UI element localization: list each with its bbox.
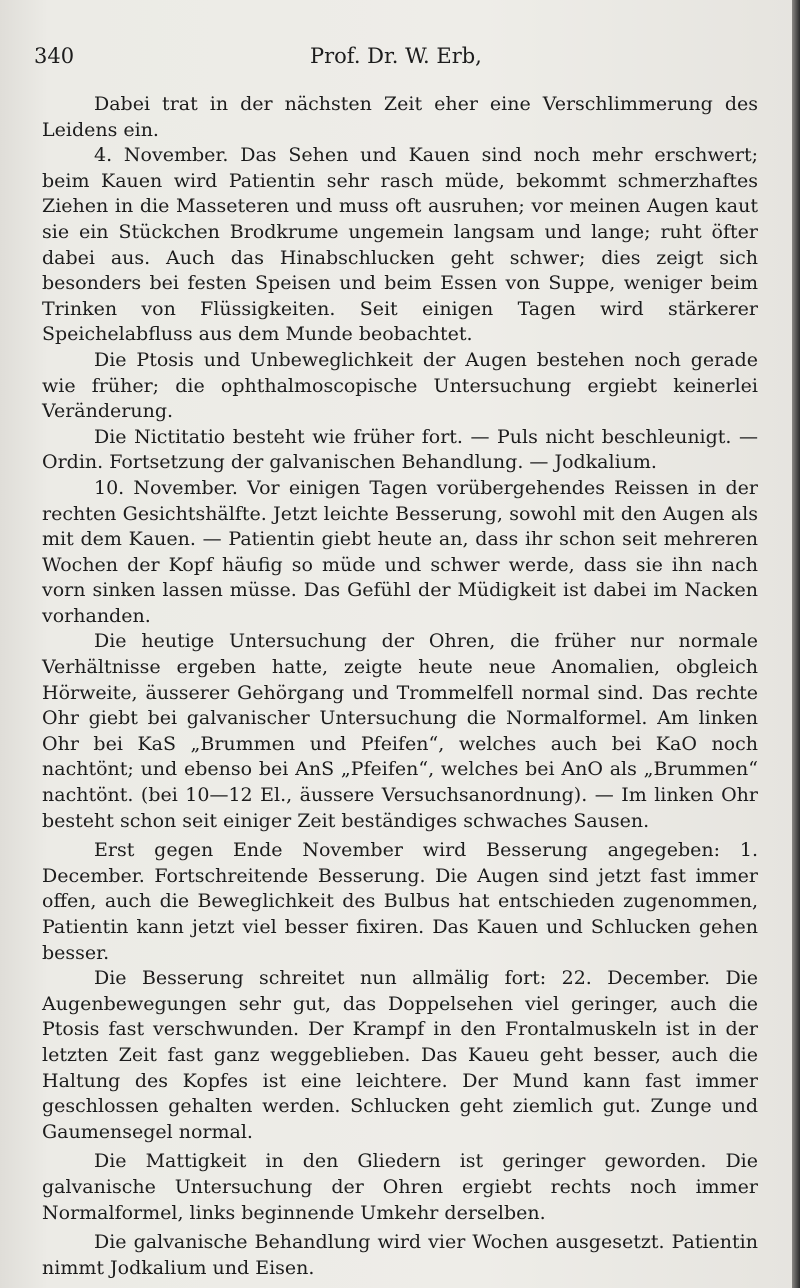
paragraph-1: Dabei trat in der nächsten Zeit eher eine Verschlimmerung des Leidens ein. bbox=[42, 93, 758, 141]
paragraph-10: Die galvanische Behandlung wird vier Wochen ausgesetzt. Patientin nimmt Jodkalium und Eisen. bbox=[42, 1231, 758, 1279]
paragraph-4: Die Nictitatio besteht wie früher fort. — Puls nicht beschleunigt. — Ordin. Fortsetzung der galvanischen Behandlung. — Jodkalium. bbox=[42, 425, 758, 474]
page-header bbox=[34, 44, 754, 74]
paragraph-3: Die Ptosis und Unbeweglichkeit der Augen bestehen noch gerade wie früher; die ophthalmoscopische Untersuchung ergiebt keinerlei Veränderung. bbox=[42, 348, 758, 423]
page-edge-shadow bbox=[792, 0, 800, 1288]
paragraph-8: Die Besserung schreitet nun allmälig fort: 22. December. Die Augenbewegungen sehr gut, das Doppelsehen viel geringer, auch die Ptosis fast verschwunden. Der Krampf in den Frontalmuskeln ist in der letzten Zeit fast ganz weggeblieben. Das Kaueu geht besser, auch die Haltung des Kopfes ist eine leichtere. Der Mund kann fast immer geschlossen gehalten werden. Schlucken geht ziemlich gut. Zunge und Gaumensegel normal. bbox=[42, 967, 758, 1143]
running-head: Prof. Dr. W. Erb, bbox=[310, 44, 482, 68]
body-text bbox=[42, 92, 758, 1281]
paragraph-2: 4. November. Das Sehen und Kauen sind noch mehr erschwert; beim Kauen wird Patientin sehr rasch müde, bekommt schmerzhaftes Ziehen in die Masseteren und muss oft ausruhen; vor meinen Augen kaut sie ein Stückchen Brodkrume ungemein langsam und lange; ruht öfter dabei aus. Auch das Hinabschlucken geht schwer; dies zeigt sich besonders bei festen Speisen und beim Essen von Suppe, weniger beim Trinken von Flüssigkeiten. Seit einigen Tagen wird stärkerer Speichelabfluss aus dem Munde beobachtet. bbox=[42, 144, 758, 346]
paragraph-9: Die Mattigkeit in den Gliedern ist geringer geworden. Die galvanische Untersuchung der Ohren ergiebt rechts noch immer Normalformel, links beginnende Umkehr derselben. bbox=[42, 1150, 758, 1224]
paragraph-7: Erst gegen Ende November wird Besserung angegeben: 1. December. Fortschreitende Besserung. Die Augen sind jetzt fast immer offen, auch die Beweglichkeit des Bulbus hat entschieden zugenommen, Patientin kann jetzt viel besser fixiren. Das Kauen und Schlucken gehen besser. bbox=[42, 839, 758, 964]
paragraph-5: 10. November. Vor einigen Tagen vorübergehendes Reissen in der rechten Gesichtshälfte. Jetzt leichte Besserung, sowohl mit den Augen als mit dem Kauen. — Patientin giebt heute an, dass ihr schon seit mehreren Wochen der Kopf häufig so müde und schwer werde, dass sie ihn nach vorn sinken lassen müsse. Das Gefühl der Müdigkeit ist dabei im Nacken vorhanden. bbox=[42, 476, 758, 627]
page-number: 340 bbox=[34, 44, 75, 68]
paragraph-6: Die heutige Untersuchung der Ohren, die früher nur normale Verhältnisse ergeben hatte, zeigte heute neue Anomalien, obgleich Hörweite, äusserer Gehörgang und Trommelfell normal sind. Das rechte Ohr giebt bei galvanischer Untersuchung die Normalformel. Am linken Ohr bei KaS „Brummen und Pfeifen“, welches auch bei KaO noch nachtönt; und ebenso bei AnS „Pfeifen“, welches bei AnO als „Brummen“ nachtönt. (bei 10—12 El., äussere Versuchsanordnung). — Im linken Ohr besteht schon seit einiger Zeit beständiges schwaches Sausen. bbox=[42, 630, 758, 832]
